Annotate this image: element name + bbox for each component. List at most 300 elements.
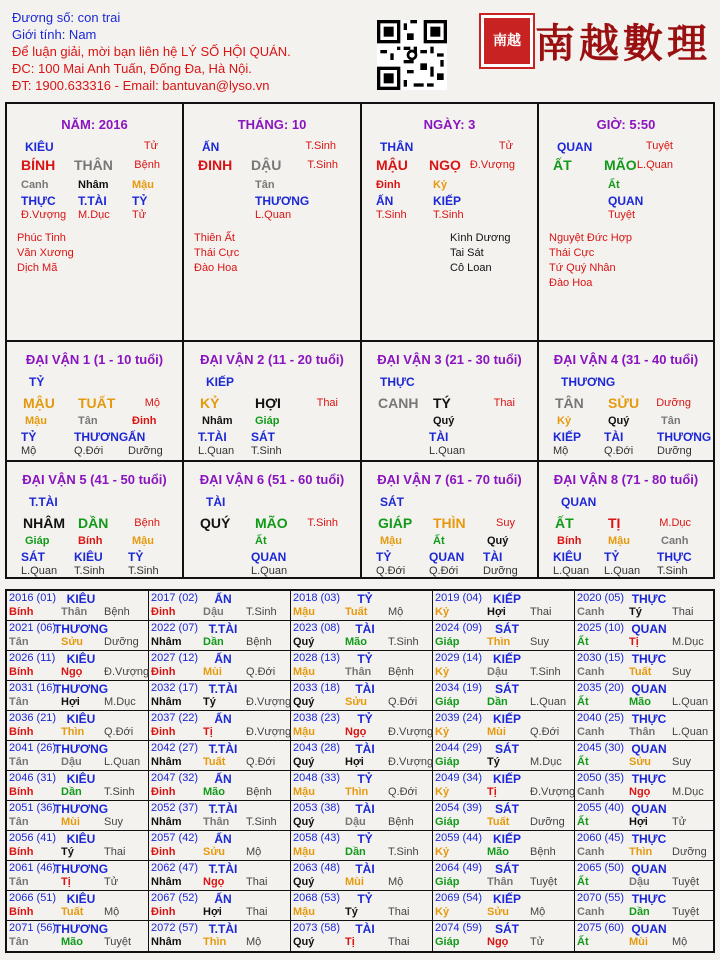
year-can: Kỷ [435,906,450,918]
year-chi: Tị [61,876,71,888]
year-star: THỰC [631,772,667,786]
year-chi: Thân [203,816,230,828]
year-can: Giáp [435,936,460,948]
pillar-can: ẤT [553,157,572,173]
dai-van-can: GIÁP [378,515,413,531]
year-state: Đ.Vượng [530,786,576,798]
year-state: Bệnh [388,666,414,678]
hidden-state: T.Sinh [657,565,688,577]
hidden-state: L.Quan [604,565,641,577]
year-label: 2026 (11) [9,652,56,664]
year-can: Canh [577,786,605,798]
year-chi: Sửu [61,636,84,648]
hidden-stem: Nhâm [202,415,233,427]
note-item: Thái Cực [194,247,240,259]
pillar-star-state: Tuyệt [645,140,673,152]
year-can: Mậu [293,786,315,798]
year-can: Quý [293,816,315,828]
year-cell [575,591,713,621]
year-label: 2021 (06) [9,622,57,634]
pillar-star: KIÊU [25,140,54,154]
year-state: Tuyệt [530,876,558,888]
year-chi: Mão [61,936,83,948]
hidden-stem: Ất [433,535,445,547]
year-state: Suy [672,756,691,768]
year-state: Đ.Vượng [246,696,292,708]
year-chi: Tý [345,906,358,918]
year-chi: Tị [487,786,497,798]
year-cell [575,861,713,891]
year-chi: Mùi [203,666,222,678]
year-star: KIẾP [492,772,522,786]
year-label: 2035 (20) [577,682,625,694]
year-state: T.Sinh [388,846,419,858]
year-label: 2030 (15) [577,652,625,664]
hidden-stem: Mậu [132,179,154,191]
year-label: 2024 (09) [435,622,483,634]
pillar-star-state: Tử [498,140,513,152]
dai-van-title: ĐẠI VẬN 1 (1 - 10 tuổi) [25,352,164,367]
year-cell [7,921,149,951]
year-chi: Ngọ [487,936,509,948]
year-cell [149,621,291,651]
pillar-cell [362,104,539,342]
year-chi: Dậu [345,816,366,828]
hidden-state: Dưỡng [657,445,692,457]
hidden-star: THỰC [21,194,56,208]
year-chi: Tị [203,726,213,738]
year-can: Nhâm [151,756,182,768]
year-state: T.Sinh [246,606,277,618]
hidden-star: THƯƠNG [255,194,310,208]
pillar-title: NGÀY: 3 [423,117,476,132]
year-state: Mộ [246,936,262,948]
year-cell [7,651,149,681]
year-chi: Thân [487,876,514,888]
note-item: Dịch Mã [17,262,58,274]
year-label: 2055 (40) [577,802,625,814]
year-label: 2033 (18) [293,682,341,694]
year-chi: Tý [203,696,216,708]
hidden-stem: Tân [661,415,681,427]
year-cell [7,711,149,741]
year-chi: Sửu [203,846,226,858]
year-cell [433,591,575,621]
year-state: Đ.Vượng [246,726,292,738]
hidden-star: TỶ [21,430,37,444]
year-cell [149,831,291,861]
year-label: 2048 (33) [293,772,341,784]
dai-van-title: ĐẠI VẬN 3 (21 - 30 tuổi) [377,352,522,367]
year-cell [291,591,433,621]
hidden-star: TỶ [128,550,144,564]
year-can: Canh [577,846,605,858]
pillar-title: THÁNG: 10 [237,117,307,132]
year-state: Q.Đới [388,786,418,798]
year-state: Suy [672,666,691,678]
dai-van-cell [7,342,184,462]
year-star: THƯƠNG [53,922,109,936]
hidden-star: TÀI [429,430,449,444]
year-cell [291,831,433,861]
dai-van-star: THƯƠNG [561,375,616,389]
year-state: Suy [530,636,549,648]
year-star: TÀI [355,742,375,756]
pillar-cell [539,104,713,342]
dai-van-can: ẤT [555,515,574,531]
year-can: Kỷ [435,666,450,678]
hidden-star: TÀI [483,550,503,564]
year-star: SÁT [495,622,519,636]
note-item: Kình Dương [450,232,511,244]
year-can: Ất [577,876,589,888]
year-can: Nhâm [151,696,182,708]
hidden-state: Mộ [21,445,37,457]
year-star: KIÊU [66,892,96,906]
hidden-state: Q.Đới [376,565,406,577]
year-cell [433,801,575,831]
hidden-stem: Bính [78,535,103,547]
year-state: Mộ [530,906,546,918]
hidden-state: L.Quan [553,565,590,577]
hidden-stem: Tân [78,415,98,427]
hidden-stem: Mậu [132,535,154,547]
year-can: Ất [577,936,589,948]
year-star: SÁT [495,682,519,696]
year-label: 2060 (45) [577,832,625,844]
pillar-state: Đ.Vượng [469,159,515,171]
year-chi: Sửu [487,906,510,918]
year-can: Mậu [293,846,315,858]
pillar-can: MẬU [376,157,408,173]
year-state: Mộ [672,936,688,948]
year-cell [149,771,291,801]
year-cell [149,891,291,921]
year-can: Canh [577,666,605,678]
year-state: Mộ [246,846,262,858]
year-state: Thai [246,906,268,918]
dai-van-can: MẬU [23,395,55,411]
year-star: T.TÀI [208,862,238,876]
hidden-state: T.Sinh [376,209,407,221]
year-label: 2037 (22) [151,712,199,724]
dai-van-title: ĐẠI VẬN 5 (41 - 50 tuổi) [22,472,167,487]
year-can: Đinh [151,906,176,918]
year-star: ẤN [214,652,232,666]
year-star: ẤN [214,892,232,906]
year-cell [7,681,149,711]
year-cell [433,831,575,861]
year-chi: Dần [629,906,650,918]
dai-van-cell [539,342,713,462]
year-state: Thai [388,906,410,918]
year-label: 2050 (35) [577,772,625,784]
year-chi: Mùi [345,876,364,888]
year-can: Bính [9,786,34,798]
year-chi: Mùi [61,816,80,828]
dai-van-star: KIẾP [206,375,235,389]
year-chi: Dần [487,696,508,708]
pillar-notes [17,231,74,276]
year-label: 2045 (30) [577,742,625,754]
year-label: 2052 (37) [151,802,199,814]
year-can: Quý [293,636,315,648]
year-chi: Mão [487,846,509,858]
hidden-star: KIẾP [433,194,462,208]
year-star: SÁT [495,742,519,756]
year-star: KIÊU [66,652,96,666]
year-label: 2029 (14) [435,652,483,664]
year-label: 2072 (57) [151,922,199,934]
year-can: Nhâm [151,936,182,948]
year-cell [7,891,149,921]
year-state: T.Sinh [388,636,419,648]
hidden-state: T.Sinh [433,209,464,221]
hidden-star: THỰC [657,550,692,564]
year-chi: Ngọ [203,876,225,888]
year-state: Mộ [388,606,404,618]
hidden-state: Dưỡng [483,565,518,577]
year-label: 2044 (29) [435,742,483,754]
year-can: Ất [577,636,589,648]
year-star: ẤN [214,712,232,726]
year-star: T.TÀI [208,922,238,936]
year-label: 2053 (38) [293,802,341,814]
year-cell [575,921,713,951]
hidden-state: L.Quan [429,445,466,457]
year-chi: Thân [61,606,88,618]
year-can: Bính [9,726,34,738]
pillar-star: QUAN [557,140,593,154]
year-state: Đ.Vượng [104,666,150,678]
year-label: 2047 (32) [151,772,199,784]
dai-van-can: QUÝ [200,515,231,531]
year-cell [575,801,713,831]
dai-van-title: ĐẠI VẬN 8 (71 - 80 tuổi) [553,472,699,487]
dai-van-state: T.Sinh [307,517,338,529]
year-label: 2039 (24) [435,712,483,724]
year-state: T.Sinh [246,816,277,828]
pillar-notes [194,231,239,276]
note-item: Tai Sát [450,247,484,259]
year-cell [149,681,291,711]
year-state: Thai [530,606,552,618]
year-chi: Mão [203,786,225,798]
year-state: Q.Đới [530,726,560,738]
year-label: 2073 (58) [293,922,341,934]
year-chi: Ngọ [629,786,651,798]
dai-van-chi: TUẤT [78,395,116,411]
year-can: Ất [577,756,589,768]
dai-van-can: CANH [378,395,419,411]
year-chi: Hợi [345,756,364,768]
note-item: Thái Cực [549,247,595,259]
year-chi: Dậu [61,756,82,768]
dai-van-chi: HỢI [255,395,281,411]
note-item: Nguyệt Đức Hợp [549,232,633,244]
year-cell [149,801,291,831]
year-star: KIÊU [66,712,96,726]
year-cell [575,621,713,651]
dai-van-chi: TÝ [433,395,451,411]
year-cell [575,651,713,681]
year-label: 2064 (49) [435,862,483,874]
year-label: 2032 (17) [151,682,199,694]
year-star: THƯƠNG [53,862,109,876]
hidden-state: L.Quan [198,445,235,457]
dai-van-chi: DẦN [78,515,109,531]
year-label: 2034 (19) [435,682,483,694]
year-star: ẤN [214,772,232,786]
year-star: TÀI [355,682,375,696]
year-label: 2056 (41) [9,832,57,844]
dai-van-cell [539,462,713,579]
year-star: T.TÀI [208,682,238,696]
year-can: Bính [9,906,34,918]
year-label: 2058 (43) [293,832,341,844]
hidden-state: Tử [132,209,147,221]
hidden-star: KIÊU [74,550,103,564]
pillar-title: NĂM: 2016 [61,117,128,132]
hidden-star: T.TÀI [198,430,227,444]
year-cell [291,801,433,831]
pillar-state: T.Sinh [307,159,338,171]
year-cell [7,861,149,891]
year-state: Dưỡng [530,816,565,828]
year-chi: Thân [345,666,372,678]
year-label: 2025 (10) [577,622,625,634]
dai-van-star: T.TÀI [29,495,58,509]
year-chi: Thân [629,726,656,738]
hidden-star: ẤN [376,194,394,208]
year-state: Q.Đới [246,666,276,678]
year-cell [291,621,433,651]
pillar-chi: DẬU [251,157,282,173]
year-state: L.Quan [672,696,709,708]
year-state: Tuyệt [672,876,700,888]
hidden-state: Q.Đới [429,565,459,577]
pillar-cell [184,104,362,342]
year-star: TÀI [355,922,375,936]
year-chi: Tuất [203,756,226,768]
year-cell [149,651,291,681]
hidden-stem: Bính [557,535,582,547]
year-can: Ất [577,696,589,708]
year-state: Đ.Vượng [388,756,434,768]
year-chi: Tuất [345,606,368,618]
hidden-stem: Quý [433,415,455,427]
year-label: 2016 (01) [9,592,57,604]
hidden-state: Q.Đới [604,445,634,457]
year-cell [7,621,149,651]
hidden-state: L.Quan [251,565,288,577]
year-chi: Mão [629,696,651,708]
year-chi: Dần [345,846,366,858]
year-can: Giáp [435,696,460,708]
qr-code-icon [377,20,447,90]
year-cell [149,591,291,621]
year-label: 2061 (46) [9,862,57,874]
dai-van-star: TÀI [206,495,226,509]
year-cell [149,711,291,741]
year-chi: Mão [345,636,367,648]
year-chi: Thìn [61,726,85,738]
dai-van-cell [7,462,184,579]
year-cell [433,771,575,801]
year-cell [7,591,149,621]
year-state: L.Quan [530,696,567,708]
year-state: T.Sinh [530,666,561,678]
year-chi: Hợi [629,816,648,828]
year-can: Tân [9,816,29,828]
year-can: Mậu [293,606,315,618]
hidden-state: T.Sinh [74,565,105,577]
year-chi: Dần [203,636,224,648]
year-can: Tân [9,636,29,648]
hidden-stem: Kỷ [433,179,448,191]
year-star: TÀI [355,862,375,876]
hidden-star: ẤN [128,430,146,444]
year-can: Tân [9,756,29,768]
address-line: ĐC: 100 Mai Anh Tuấn, Đống Đa, Hà Nội. [12,61,252,76]
year-cell [433,651,575,681]
hidden-star: TỶ [376,550,392,564]
year-label: 2027 (12) [151,652,199,664]
pillar-can: BÍNH [21,157,56,173]
pillar-title: GIỜ: 5:50 [596,117,656,132]
year-star: SÁT [495,922,519,936]
year-label: 2022 (07) [151,622,199,634]
year-chi: Thìn [203,936,227,948]
year-cell [7,801,149,831]
hidden-star: QUAN [251,550,287,564]
year-star: THỰC [631,712,667,726]
hidden-star: KIÊU [553,550,582,564]
year-chi: Sửu [345,696,368,708]
year-label: 2054 (39) [435,802,483,814]
year-star: TỶ [357,772,373,786]
year-label: 2028 (13) [293,652,341,664]
year-cell [291,921,433,951]
hidden-state: T.Sinh [128,565,159,577]
year-chi: Dậu [203,606,224,618]
dai-van-title: ĐẠI VẬN 7 (61 - 70 tuổi) [377,472,522,487]
year-label: 2038 (23) [293,712,341,724]
dai-van-state: Mộ [144,397,160,409]
year-can: Kỷ [435,786,450,798]
year-cell [575,711,713,741]
year-cell [7,831,149,861]
year-star: TÀI [355,622,375,636]
year-state: Mộ [388,876,404,888]
year-label: 2075 (60) [577,922,625,934]
year-cell [575,771,713,801]
year-can: Bính [9,666,34,678]
dai-van-cell [362,342,539,462]
note-item: Đào Hoa [549,277,593,289]
hidden-star: THƯƠNG [657,430,712,444]
year-chi: Mùi [629,936,648,948]
hidden-stem: Ất [255,535,267,547]
year-chi: Tị [345,936,355,948]
year-can: Ất [577,816,589,828]
year-state: Bệnh [388,816,414,828]
dai-van-can: KỶ [200,395,220,411]
hidden-stem: Đinh [376,179,401,191]
year-cell [575,681,713,711]
year-cell [291,741,433,771]
year-state: Q.Đới [388,696,418,708]
